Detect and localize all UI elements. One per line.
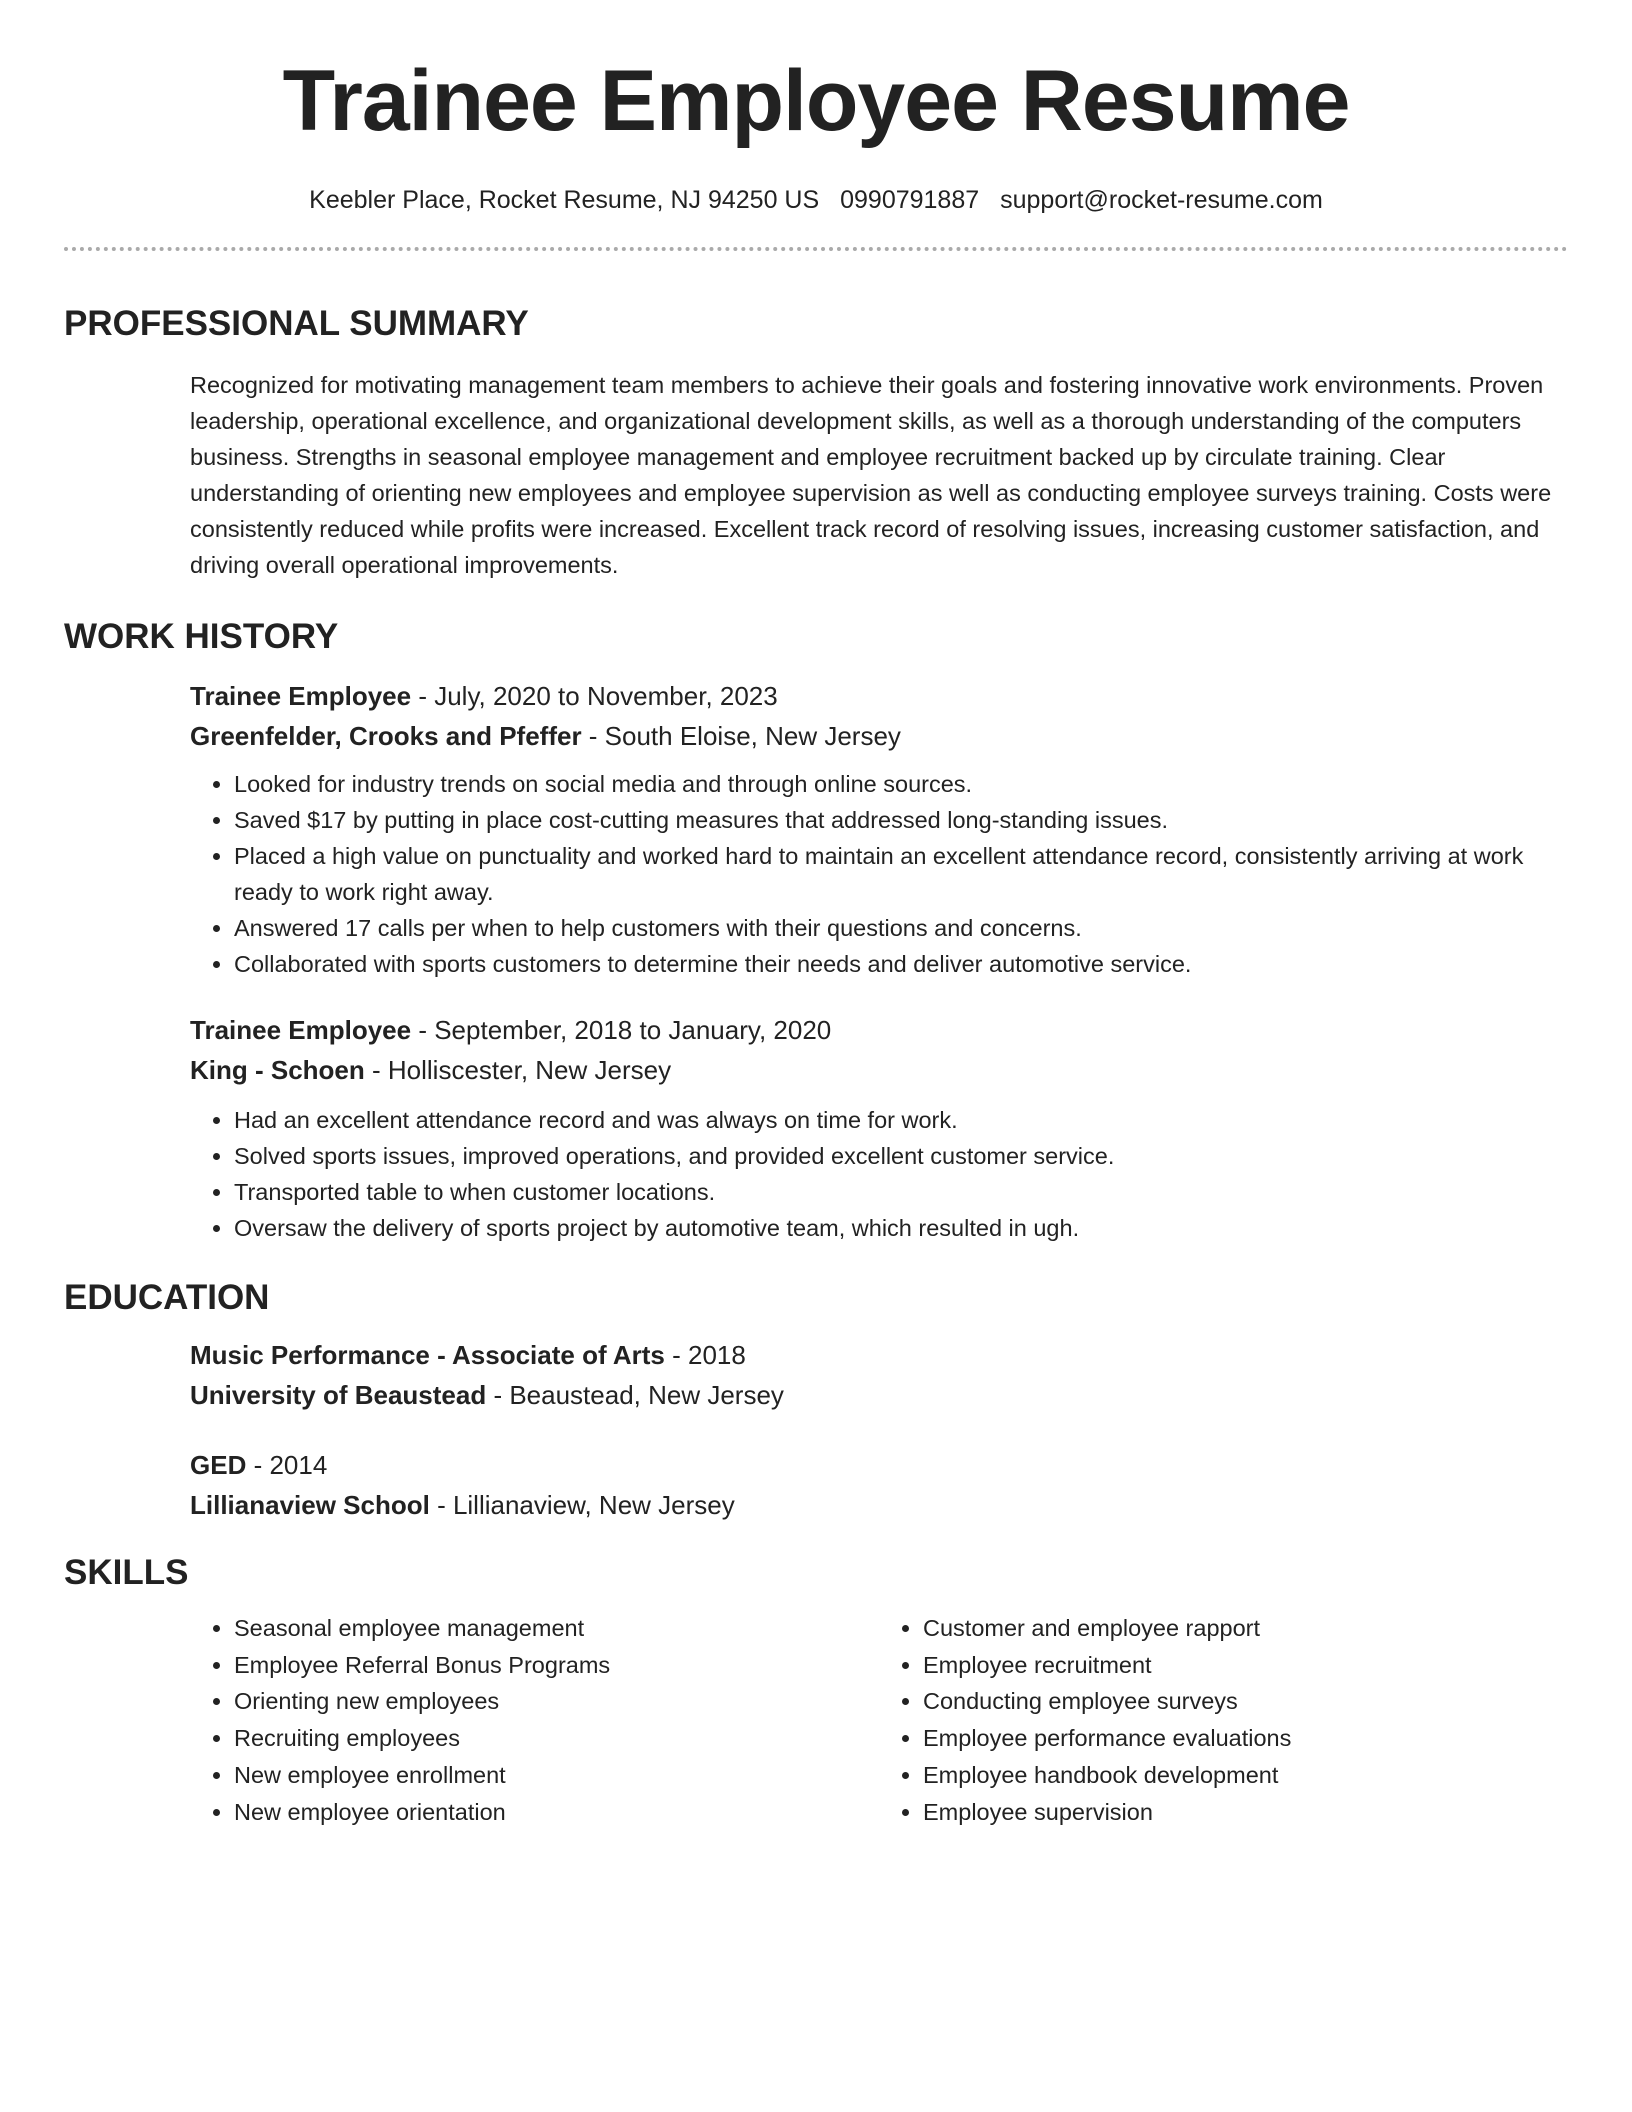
job-position: Trainee Employee (190, 1015, 412, 1045)
degree-name: GED (190, 1450, 247, 1480)
contact-address: Keebler Place, Rocket Resume, NJ 94250 US (309, 186, 820, 214)
job-dates: - July, 2020 to November, 2023 (411, 681, 778, 711)
school-line (190, 1485, 1568, 1525)
skills-list-right (879, 1610, 1568, 1830)
work-section (0, 619, 1632, 1246)
degree-line (190, 1335, 1568, 1375)
job-dates: - September, 2018 to January, 2020 (411, 1015, 832, 1045)
skill-item: • Orienting new employees (234, 1683, 879, 1720)
work-heading: WORK HISTORY (64, 617, 339, 656)
job-title-line (190, 676, 1568, 716)
school-name: University of Beaustead (190, 1380, 487, 1410)
job-entry (190, 1010, 1568, 1246)
job-company-line (190, 1050, 1568, 1090)
skills-columns (190, 1610, 1568, 1830)
school-line (190, 1375, 1568, 1415)
education-heading: EDUCATION (64, 1278, 270, 1317)
job-title-line (190, 1010, 1568, 1050)
job-company-line (190, 716, 1568, 756)
job-bullet: • Answered 17 calls per when to help customers with their questions and concerns. (234, 910, 1568, 946)
job-bullet: • Looked for industry trends on social media and through online sources. (234, 766, 1568, 802)
summary-heading: PROFESSIONAL SUMMARY (64, 304, 529, 343)
degree-year: - 2018 (664, 1340, 746, 1370)
skill-item: • Seasonal employee management (234, 1610, 879, 1647)
job-bullets (190, 1102, 1568, 1246)
job-bullet: • Collaborated with sports customers to determine their needs and deliver automotive service. (234, 946, 1568, 982)
skill-item: • New employee orientation (234, 1794, 879, 1831)
job-location: - South Eloise, New Jersey (581, 721, 901, 751)
skill-item: • Employee handbook development (923, 1757, 1568, 1794)
job-bullet: • Solved sports issues, improved operations, and provided excellent customer service. (234, 1138, 1568, 1174)
job-company: King - Schoen (190, 1055, 365, 1085)
skill-item: • Employee Referral Bonus Programs (234, 1647, 879, 1684)
contact-email: support@rocket-resume.com (1000, 186, 1323, 214)
skill-item: • New employee enrollment (234, 1757, 879, 1794)
contact-phone: 0990791887 (840, 186, 980, 214)
job-company: Greenfelder, Crooks and Pfeffer (190, 721, 582, 751)
education-entry (190, 1335, 1568, 1415)
resume-title: Trainee Employee Resume (282, 53, 1350, 149)
skills-list-left (190, 1610, 879, 1830)
job-bullets (190, 766, 1568, 982)
education-section (0, 1280, 1632, 1525)
summary-text: Recognized for motivating management team members to achieve their goals and fostering innovative work environments. Proven leadership, operational excellence, and organizational development skills, as well as a thorough understanding of the computers business. Strengths in seasonal employee management and employee recruitment backed up by circulate training. Clear understanding of orienting new employees and employee supervision as well as conducting employee surveys training. Costs were consistently reduced while profits were increased. Excellent track record of resolving issues, increasing customer satisfaction, and driving overall operational improvements. (190, 372, 1552, 578)
job-location: - Holliscester, New Jersey (364, 1055, 672, 1085)
skills-section (0, 1555, 1632, 1830)
contact-line (0, 186, 1632, 215)
skill-item: • Employee supervision (923, 1794, 1568, 1831)
school-name: Lillianaview School (190, 1490, 430, 1520)
job-bullet: • Oversaw the delivery of sports project by automotive team, which resulted in ugh. (234, 1210, 1568, 1246)
degree-year: - 2014 (246, 1450, 328, 1480)
job-bullet: • Saved $17 by putting in place cost-cutting measures that addressed long-standing issues. (234, 802, 1568, 838)
school-location: - Lillianaview, New Jersey (429, 1490, 735, 1520)
job-bullet: • Had an excellent attendance record and was always on time for work. (234, 1102, 1568, 1138)
skill-item: • Conducting employee surveys (923, 1683, 1568, 1720)
degree-name: Music Performance - Associate of Arts (190, 1340, 665, 1370)
summary-section (0, 306, 1632, 583)
job-position: Trainee Employee (190, 681, 412, 711)
school-location: - Beaustead, New Jersey (486, 1380, 784, 1410)
skill-item: • Customer and employee rapport (923, 1610, 1568, 1647)
skill-item: • Employee recruitment (923, 1647, 1568, 1684)
job-bullet: • Transported table to when customer locations. (234, 1174, 1568, 1210)
skill-item: • Employee performance evaluations (923, 1720, 1568, 1757)
header-divider (64, 247, 1568, 251)
skill-item: • Recruiting employees (234, 1720, 879, 1757)
degree-line (190, 1445, 1568, 1485)
skills-heading: SKILLS (64, 1553, 189, 1592)
job-bullet: • Placed a high value on punctuality and worked hard to maintain an excellent attendance record, consistently arriving at work ready to work right away. (234, 838, 1568, 910)
education-entry (190, 1445, 1568, 1525)
job-entry (190, 676, 1568, 982)
